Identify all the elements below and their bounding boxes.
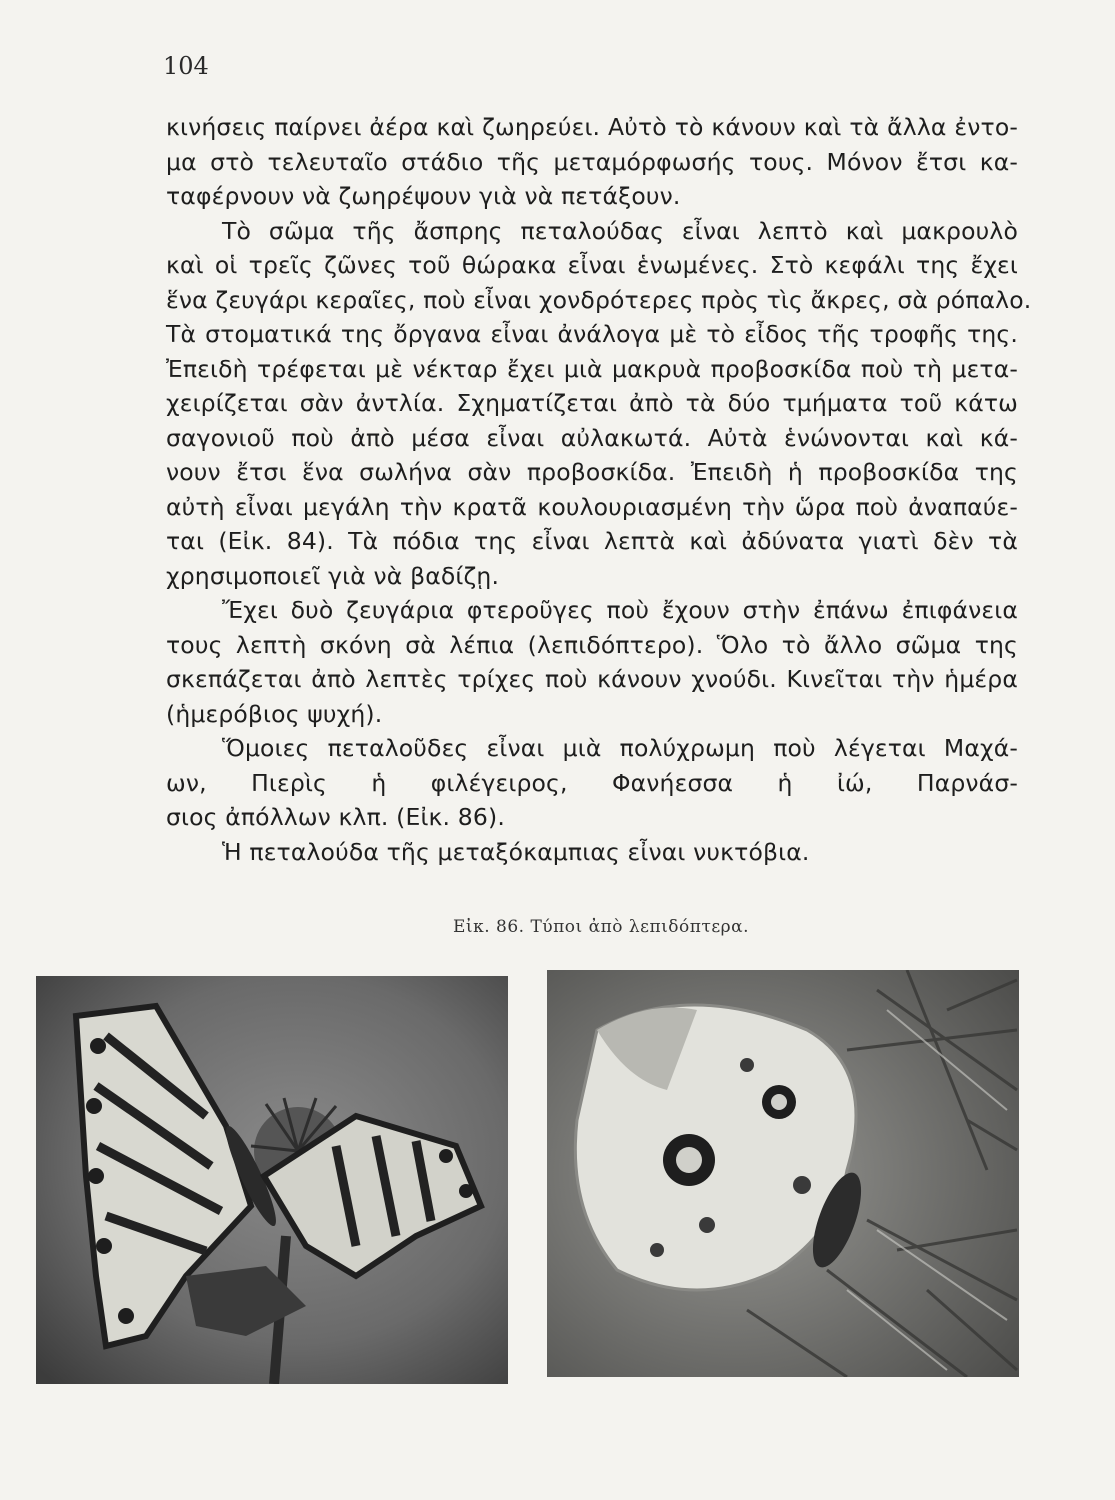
text-line: σαγονιοῦ ποὺ ἀπὸ μέσα εἶναι αὐλακωτά. Αὐτὰ ἑνώνονται καὶ κά- [166, 423, 1018, 452]
text-line: χειρίζεται σὰν ἀντλία. Σχηματίζεται ἀπὸ τὰ δύο τμήματα τοῦ κάτω [166, 389, 1018, 417]
text-line: καὶ οἱ τρεῖς ζῶνες τοῦ θώρακα εἶναι ἑνωμένες. Στὸ κεφάλι της ἔχει [166, 251, 1018, 279]
apollo-butterfly-photo [547, 970, 1019, 1377]
text-line: Τὰ στοματικά της ὄργανα εἶναι ἀνάλογα μὲ τὸ εἶδος τῆς τροφῆς της. [166, 320, 1018, 348]
text-line: (ἡμερόβιος ψυχή). [166, 699, 383, 728]
text-line: χρησιμοποιεῖ γιὰ νὰ βαδίζῃ. [166, 561, 500, 590]
text-line: σιος ἀπόλλων κλπ. (Εἰκ. 86). [166, 803, 505, 831]
text-line: μα στὸ τελευταῖο στάδιο τῆς μεταμόρφωσής τους. Μόνον ἔτσι κα- [166, 147, 1018, 176]
figure-caption: Εἰκ. 86. Τύποι ἀπὸ λεπιδόπτερα. [453, 917, 750, 937]
text-line: Ἐπειδὴ τρέφεται μὲ νέκταρ ἔχει μιὰ μακρυὰ προβοσκίδα ποὺ τὴ μετα- [166, 354, 1018, 383]
text-line: αὐτὴ εἶναι μεγάλη τὴν κρατᾶ κουλουριασμένη τὴν ὥρα ποὺ ἀναπαύε- [166, 492, 1018, 521]
text-line: νουν ἔτσι ἕνα σωλήνα σὰν προβοσκίδα. Ἐπειδὴ ἡ προβοσκίδα της [166, 458, 1018, 486]
text-line: ων, Πιερὶς ἡ φιλέγειρος, Φανήεσσα ἡ ἰώ, Παρνάσ- [166, 768, 1018, 797]
apollo-butterfly-image [547, 970, 1019, 1377]
text-line: ται (Εἰκ. 84). Τὰ πόδια της εἶναι λεπτὰ καὶ ἀδύνατα γιατὶ δὲν τὰ [166, 527, 1018, 555]
text-line: σκεπάζεται ἀπὸ λεπτὲς τρίχες ποὺ κάνουν χνούδι. Κινεῖται τὴν ἡμέρα [166, 665, 1018, 693]
text-line: Τὸ σῶμα τῆς ἄσπρης πεταλούδας εἶναι λεπτὸ καὶ μακρουλὸ [222, 216, 1018, 245]
body-text [166, 110, 1032, 869]
text-line: ταφέρνουν νὰ ζωηρέψουν γιὰ νὰ πετάξουν. [166, 182, 681, 210]
text-line: Ὅμοιες πεταλοῦδες εἶναι μιὰ πολύχρωμη ποὺ λέγεται Μαχά- [222, 734, 1018, 762]
text-line: τους λεπτὴ σκόνη σὰ λέπια (λεπιδόπτερο). Ὅλο τὸ ἄλλο σῶμα της [166, 630, 1018, 659]
page-number: 104 [163, 52, 209, 80]
swallowtail-butterfly-photo [36, 976, 508, 1384]
text-line: Ἡ πεταλούδα τῆς μεταξόκαμπιας εἶναι νυκτόβια. [222, 837, 810, 866]
text-line: Ἔχει δυὸ ζευγάρια φτεροῦγες ποὺ ἔχουν στὴν ἐπάνω ἐπιφάνεια [222, 596, 1018, 624]
text-line: ἕνα ζευγάρι κεραῖες, ποὺ εἶναι χονδρότερες πρὸς τὶς ἄκρες, σὰ ρόπαλο. [166, 285, 1032, 314]
text-line: κινήσεις παίρνει ἀέρα καὶ ζωηρεύει. Αὐτὸ τὸ κάνουν καὶ τὰ ἄλλα ἐντο- [166, 113, 1018, 141]
swallowtail-butterfly-image [36, 976, 508, 1384]
